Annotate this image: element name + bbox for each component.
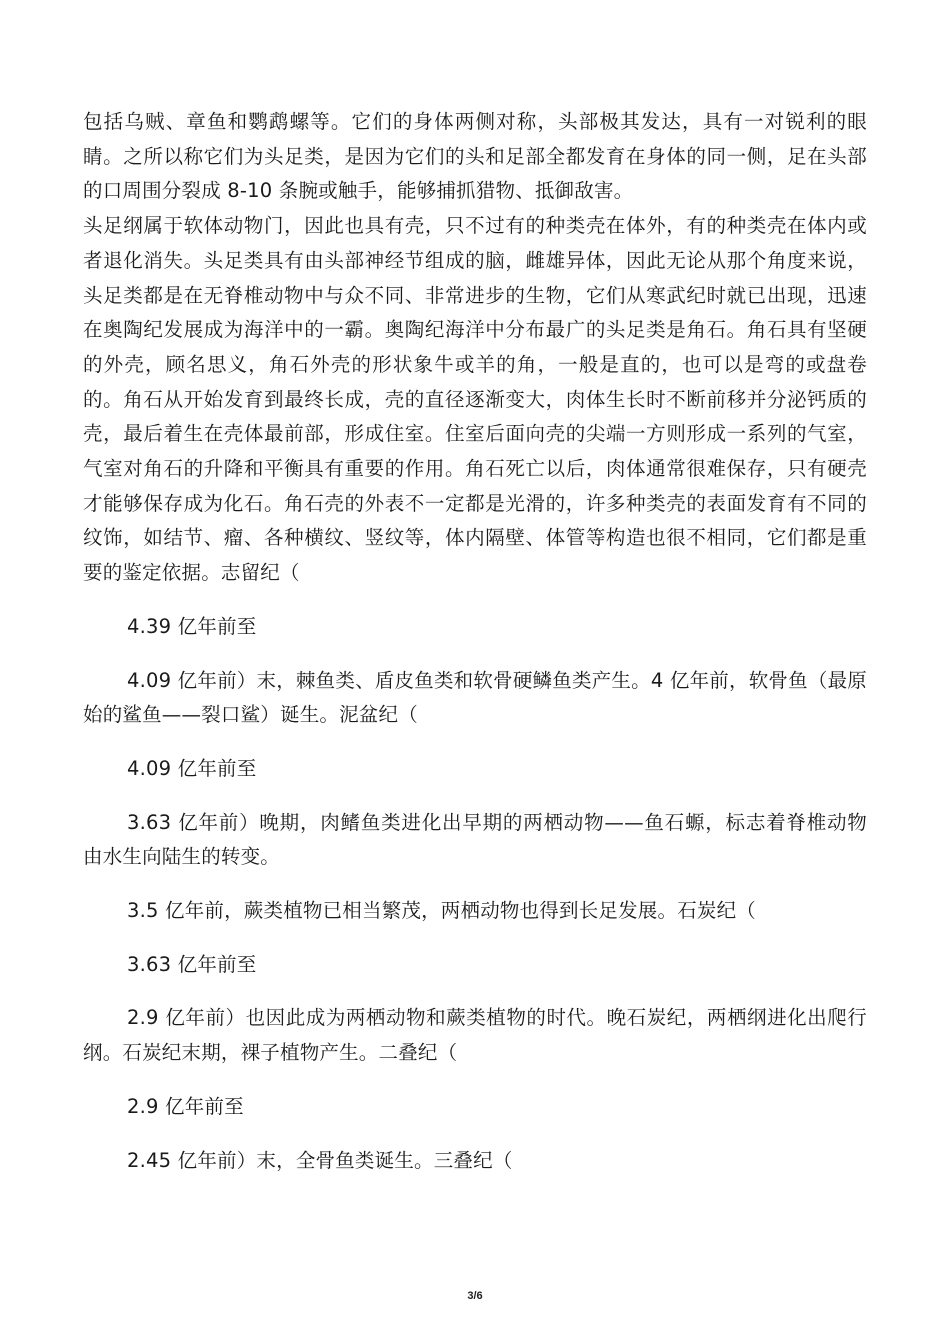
paragraph-permian-start: 2.9 亿年前至 [127,1094,244,1118]
paragraph-gap [83,787,867,806]
paragraph-carboniferous-end: 2.9 亿年前）也因此成为两栖动物和蕨类植物的时代。晚石炭纪，两栖纲进化出爬行纲。石炭纪末期，裸子植物产生。二叠纪（ [83,1006,867,1065]
paragraph-silurian-start: 4.39 亿年前至 [127,614,257,638]
paragraph-gap [83,645,867,664]
paragraph-silurian-end: 4.09 亿年前）末，棘鱼类、盾皮鱼类和软骨硬鳞鱼类产生。4 亿年前，软骨鱼（最原始的鲨鱼——裂口鲨）诞生。泥盆纪（ [83,668,867,727]
paragraph-gap [83,982,867,1001]
paragraph-devonian-start: 4.09 亿年前至 [127,756,257,780]
paragraph-gap [83,591,867,610]
page-number: 3/6 [467,1290,483,1302]
paragraph-carboniferous-intro: 3.5 亿年前，蕨类植物已相当繁茂，两栖动物也得到长足发展。石炭纪（ [127,899,757,923]
paragraph-gap [83,875,867,894]
paragraph-gap [83,733,867,752]
paragraph-gap [83,1125,867,1144]
paragraph-cephalopod-shell: 头足纲属于软体动物门，因此也具有壳，只不过有的种类壳在体外，有的种类壳在体内或者退化消失。头足类具有由头部神经节组成的脑，雌雄异体，因此无论从那个角度来说，头足类都是在无脊椎动物中与众不同、非常进步的生物，它们从寒武纪时就已出现，迅速在奥陶纪发展成为海洋中的一霸。奥陶纪海洋中分布最广的头足类是角石。角石具有坚硬的外壳，顾名思义，角石外壳的形状象牛或羊的角，一般是直的，也可以是弯的或盘卷的。角石从开始发育到最终长成，壳的直径逐渐变大，肉体生长时不断前移并分泌钙质的壳，最后着生在壳体最前部，形成住室。住室后面向壳的尖端一方则形成一系列的气室，气室对角石的升降和平衡具有重要的作用。角石死亡以后，肉体通常很难保存，只有硬壳才能够保存成为化石。角石壳的外表不一定都是光滑的，许多种类壳的表面发育有不同的纹饰，如结节、瘤、各种横纹、竖纹等，体内隔壁、体管等构造也很不相同，它们都是重要的鉴定依据。志留纪（ [83,214,867,585]
paragraph-gap [83,929,867,948]
paragraph-cephalopod-intro: 包括乌贼、章鱼和鹦鹉螺等。它们的身体两侧对称，头部极其发达，具有一对锐利的眼睛。之所以称它们为头足类，是因为它们的头和足部全都发育在身体的同一侧，足在头部的口周围分裂成 8-10 条腕或触手，能够捕抓猎物、抵御敌害。 [83,110,867,203]
paragraph-carboniferous-start: 3.63 亿年前至 [127,952,257,976]
paragraph-gap [83,1071,867,1090]
paragraph-devonian-end: 3.63 亿年前）晚期，肉鳍鱼类进化出早期的两栖动物——鱼石螈，标志着脊椎动物由水生向陆生的转变。 [83,810,867,869]
paragraph-permian-end: 2.45 亿年前）末，全骨鱼类诞生。三叠纪（ [127,1148,513,1172]
document-body [83,105,867,1178]
